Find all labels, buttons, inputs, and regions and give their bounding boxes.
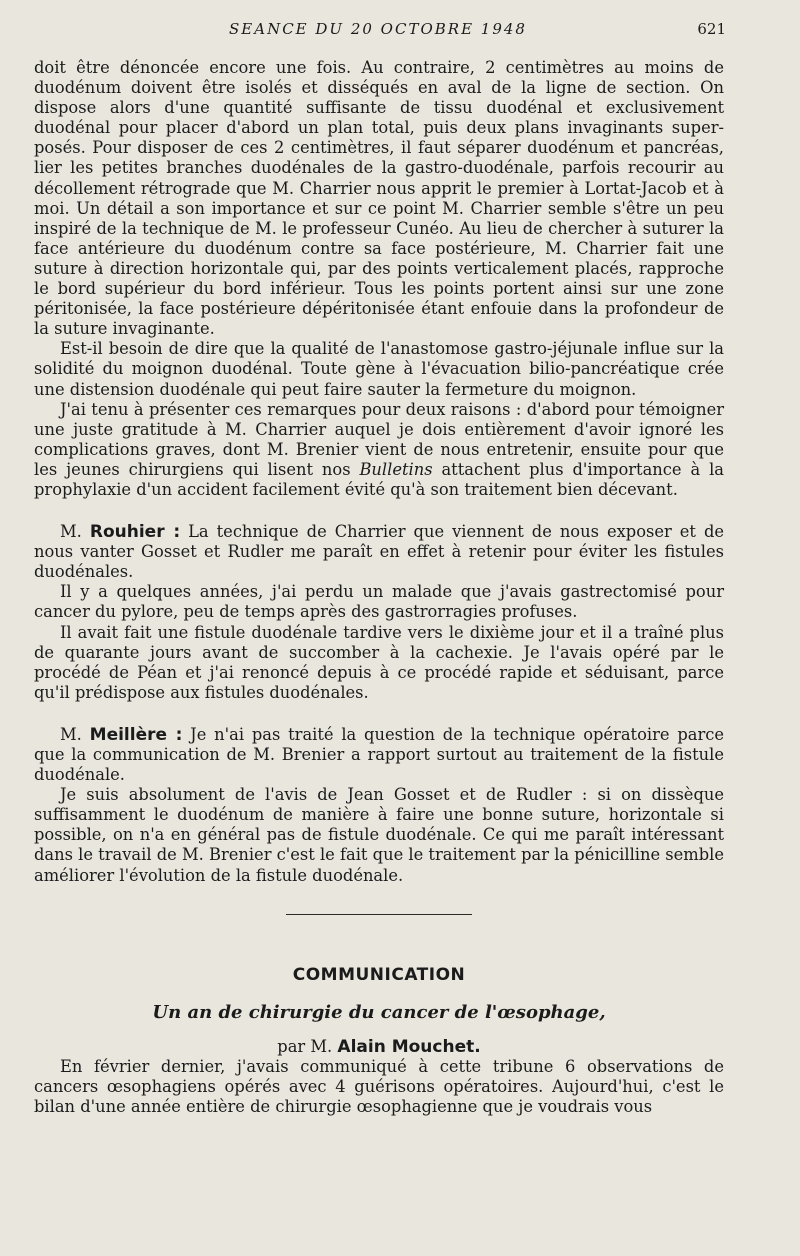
paragraph-continuation: doit être dénoncée encore une fois. Au contraire, 2 centimètres au moins de duodénum doivent être isolés et disséqués en aval de la ligne de section. On dispose alors d'une quantité suffisante de tissu duodénal et exclusivement duodénal pour placer d'abord un plan total, puis deux plans invaginants super-posés. Pour disposer de ces 2 centimètres, il faut séparer duodénum et pancréas, lier les petites branches duodénales de la gastro-duodénale, parfois recourir au décollement rétrograde que M. Charrier nous apprit le premier à Lortat-Jacob et à moi. Un détail a son importance et sur ce point M. Charrier semble s'être un peu inspiré de la technique de M. le professeur Cunéo. Au lieu de chercher à suturer la face antérieure du duodénum contre sa face postérieure, M. Charrier fait une suture à direction horizontale qui, par des points verticalement placés, rapproche le bord supérieur du bord inférieur. Tous les points portent ainsi sur une zone péritonisée, la face postérieure dépéritonisée étant enfouie dans la profondeur de la suture invaginante. <box>34 58 724 339</box>
byline <box>34 1037 724 1057</box>
remarques-text-a: J'ai tenu à présenter ces remarques pour deux raisons : d'abord pour témoigner une juste gratitude à M. Charrier auquel je dois entièrement d'avoir ignoré les complications graves, dont M. Brenier vient de nous entretenir, ensuite pour que les jeunes chirurgiens qui lisent nos <box>34 399 724 479</box>
section-divider <box>286 914 472 915</box>
bulletins-italic: Bulletins <box>359 459 433 479</box>
running-header <box>34 20 726 44</box>
remarques-text-b: attachent plus d'importance à la prophylaxie d'un accident facilement évité qu'à son traitement bien décevant. <box>34 459 724 499</box>
meillere-intervention <box>34 725 724 785</box>
speaker-rouhier: Rouhier : <box>89 522 181 543</box>
article-title: Un an de chirurgie du cancer de l'œsophage, <box>152 1001 606 1023</box>
meillere-paragraph-2: Je suis absolument de l'avis de Jean Gosset et de Rudler : si on dissèque suffisamment le duodénum de manière à faire une bonne suture, horizontale si possible, on n'a en général pas de fistule duodénale. Ce qui me paraît intéressant dans le travail de M. Brenier c'est le fait que le traitement par la pénicilline semble améliorer l'évolution de la fistule duodénale. <box>34 785 724 885</box>
body-text <box>34 58 724 1117</box>
speaker-meillere: Meillère : <box>89 724 183 745</box>
paragraph-anastomose: Est-il besoin de dire que la qualité de l'anastomose gastro-jéjunale influe sur la solidité du moignon duodénal. Toute gène à l'évacuation bilio-pancréatique crée une distension duodénale qui peut faire sauter la fermeture du moignon. <box>34 339 724 399</box>
author-name: Alain Mouchet. <box>337 1036 481 1057</box>
section-heading: COMMUNICATION <box>292 964 466 985</box>
paragraph-remarques <box>34 400 724 500</box>
rouhier-paragraph-2: Il y a quelques années, j'ai perdu un malade que j'avais gastrectomisé pour cancer du pylore, peu de temps après des gastrorragies profuses. <box>34 582 724 622</box>
meillere-text: Je n'ai pas traité la question de la technique opératoire parce que la communication de M. Brenier a rapport surtout au traitement de la fistule duodénale. <box>34 724 724 785</box>
rouhier-prefix: M. <box>60 522 90 542</box>
rouhier-paragraph-3: Il avait fait une fistule duodénale tardive vers le dixième jour et il a traîné plus de quarante jours avant de succomber à la cachexie. Je l'avais opéré par le procédé de Péan et j'ai renoncé depuis à ce procédé rapide et séduisant, parce qu'il prédispose aux fistules duodénales. <box>34 622 724 702</box>
rouhier-intervention <box>34 522 724 582</box>
communication-paragraph: En février dernier, j'avais communiqué à cette tribune 6 observations de cancers œsophagiens opérés avec 4 guérisons opératoires. Aujourd'hui, c'est le bilan d'une année entière de chirurgie œsophagienne que je voudrais vous <box>34 1056 724 1117</box>
byline-prefix: par M. <box>277 1036 338 1056</box>
rouhier-text: La technique de Charrier que viennent de nous exposer et de nous vanter Gosset et Rudler me paraît en effet à retenir pour éviter les fistules duodénales. <box>34 522 725 582</box>
meillere-prefix: M. <box>60 724 90 744</box>
running-title: SEANCE DU 20 OCTOBRE 1948 <box>229 20 527 38</box>
page-number: 621 <box>697 20 726 38</box>
